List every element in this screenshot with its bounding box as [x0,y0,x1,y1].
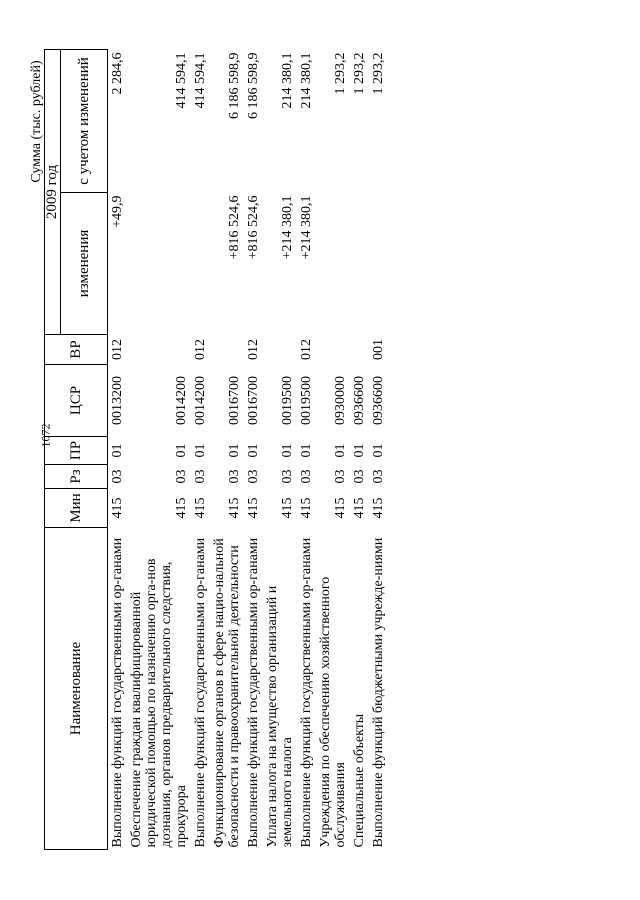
cell-name: Уплата налога на имущество организаций и земельного налога [265,585,295,848]
cell-min: 415 [246,497,261,519]
cell-min: 415 [110,497,125,519]
cell-pr: 01 [280,443,295,458]
cell-pr: 01 [333,443,348,458]
cell-name: Обеспечение граждан квалифицированной юридической помощью по назначению орга-нов дознания, органов предварительного следствия, прокурора [129,558,189,848]
cell-total: 1 293,2 [333,52,348,95]
cell-total: 414 594,1 [193,52,208,109]
header-csr: ЦСР [45,365,108,437]
cell-rz: 03 [193,469,208,484]
header-with-changes: с учетом изменений [61,49,108,192]
cell-csr: 0016700 [227,376,242,425]
cell-vr [350,335,369,365]
cell-csr: 0014200 [174,376,189,425]
cell-name: Функционирование органов в сфере нацио-нальной безопасности и правоохранительной деятельности [212,538,242,848]
cell-csr: 0019500 [299,376,314,425]
cell-csr: 0936600 [352,376,367,425]
header-rz: Рз [45,465,108,489]
cell-min: 415 [352,497,367,519]
cell-total: 214 380,1 [299,52,314,109]
table-row [108,49,128,849]
cell-change [350,193,369,335]
units-label: Сумма (тыс. рублей) [29,60,44,183]
table-body [108,49,389,849]
cell-rz: 03 [371,469,386,484]
page-number: 1072 [38,423,53,448]
table-header [45,49,108,849]
cell-rz: 03 [352,469,367,484]
cell-rz: 03 [299,469,314,484]
cell-min: 415 [280,497,295,519]
cell-total: 214 380,1 [280,52,295,109]
cell-vr [210,335,244,365]
cell-change: +49,9 [110,195,125,228]
cell-change: +214 380,1 [299,195,314,260]
cell-vr [316,335,350,365]
cell-name: Выполнение функций государственными ор-ганами [193,537,208,848]
cell-pr: 01 [371,443,386,458]
cell-min: 415 [174,497,189,519]
cell-csr: 0016700 [246,376,261,425]
cell-csr: 0019500 [280,376,295,425]
cell-csr: 0936600 [371,376,386,425]
cell-change: +214 380,1 [280,195,295,260]
cell-change [191,193,210,335]
cell-change [369,193,388,335]
cell-rz: 03 [333,469,348,484]
header-pr: ПР [45,437,108,465]
cell-min: 415 [299,497,314,519]
cell-rz: 03 [246,469,261,484]
budget-table [44,49,388,850]
cell-total: 1 293,2 [371,52,386,95]
cell-vr [127,335,191,365]
table-row [244,49,263,849]
cell-pr: 01 [246,443,261,458]
cell-rz: 03 [110,469,125,484]
table-row [369,49,388,849]
table-row [191,49,210,849]
cell-pr: 01 [299,443,314,458]
cell-min: 415 [193,497,208,519]
table-row [297,49,316,849]
cell-vr: 001 [371,339,386,360]
cell-csr: 0014200 [193,376,208,425]
cell-change [316,193,350,335]
cell-name: Выполнение функций государственными ор-ганами [110,537,125,848]
cell-total: 2 284,6 [110,52,125,95]
cell-rz: 03 [174,469,189,484]
cell-total: 6 186 598,9 [246,52,261,119]
cell-csr: 0013200 [110,376,125,425]
header-vr: ВР [45,335,108,365]
cell-change: +816 524,6 [246,195,261,260]
table-row [127,49,191,849]
table-row [316,49,350,849]
header-name: Наименование [45,528,108,850]
cell-vr [263,335,297,365]
cell-csr: 0930000 [333,376,348,425]
cell-vr: 012 [193,339,208,360]
header-changes: изменения [61,193,108,335]
header-year: 2009 год [45,49,61,334]
budget-table-page [30,50,630,850]
cell-rz: 03 [280,469,295,484]
cell-min: 415 [333,497,348,519]
cell-name: Выполнение функций государственными ор-ганами [299,537,314,848]
cell-change: +816 524,6 [227,195,242,260]
cell-pr: 01 [227,443,242,458]
cell-name: Специальные объекты [352,713,367,848]
table-row [350,49,369,849]
table-row [263,49,297,849]
cell-pr: 01 [193,443,208,458]
cell-min: 415 [227,497,242,519]
cell-total: 6 186 598,9 [227,52,242,119]
cell-pr: 01 [352,443,367,458]
cell-min: 415 [371,497,386,519]
cell-vr: 012 [110,339,125,360]
cell-name: Выполнение функций бюджетными учрежде-ниями [371,537,386,848]
cell-name: Учреждения по обеспечению хозяйственного обслуживания [318,576,348,848]
cell-total: 414 594,1 [174,52,189,109]
table-row [210,49,244,849]
cell-vr: 012 [246,339,261,360]
cell-total: 1 293,2 [352,52,367,95]
cell-rz: 03 [227,469,242,484]
cell-vr: 012 [299,339,314,360]
header-min: Мин [45,489,108,528]
cell-pr: 01 [110,443,125,458]
cell-name: Выполнение функций государственными ор-ганами [246,537,261,848]
cell-change [127,193,191,335]
cell-pr: 01 [174,443,189,458]
